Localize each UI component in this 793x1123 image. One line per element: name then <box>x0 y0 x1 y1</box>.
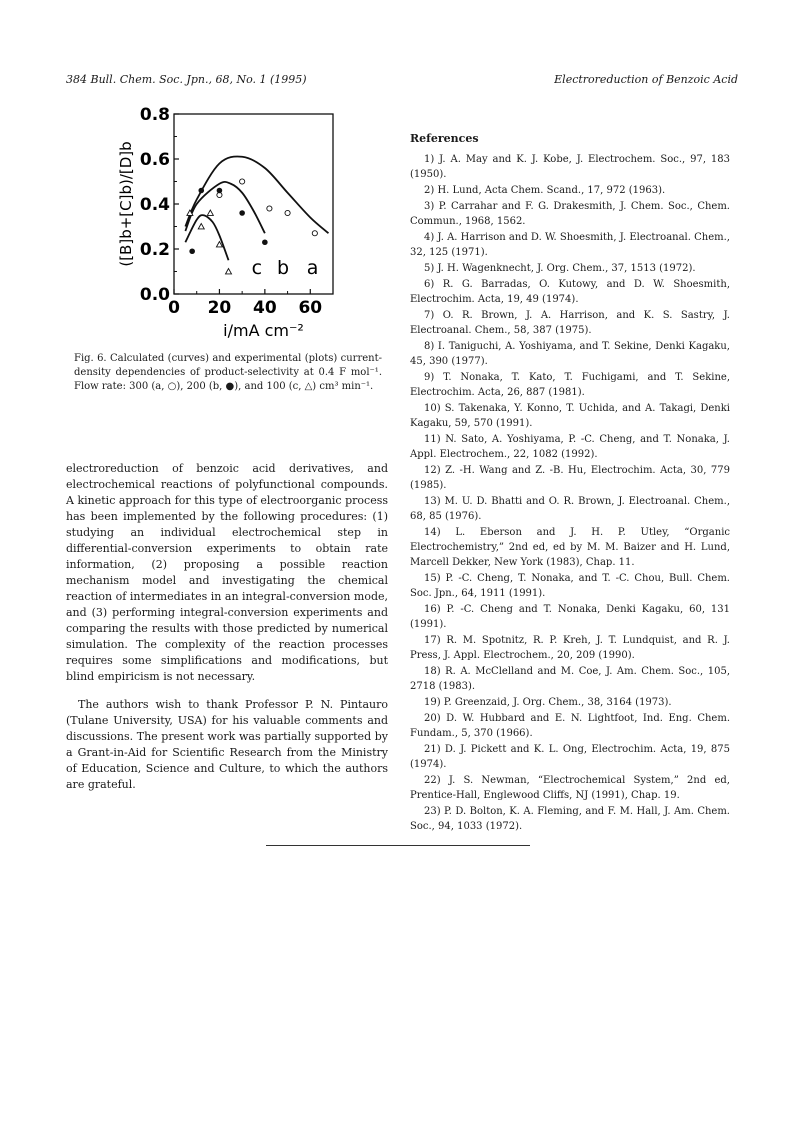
reference-item: 5) J. H. Wagenknecht, J. Org. Chem., 37, 1513 (1972). <box>424 263 696 274</box>
y-axis-label: ([B]b+[C]b)/[D]b <box>117 141 135 267</box>
x-axis-label: i/mA cm⁻² <box>223 321 304 340</box>
series-curve <box>185 156 328 233</box>
x-tick-label: 20 <box>207 298 232 318</box>
figure-6 <box>105 100 345 350</box>
y-tick-label: 0.6 <box>139 150 170 170</box>
references-title: References <box>410 132 479 145</box>
selectivity-chart <box>105 100 345 350</box>
body-text <box>66 461 388 793</box>
reference-item: 10) S. Takenaka, Y. Konno, T. Uchida, and A. Takagi, Denki Kagaku, 59, 570 (1991). <box>410 403 730 429</box>
reference-item: 1) J. A. May and K. J. Kobe, J. Electrochem. Soc., 97, 183 (1950). <box>410 154 730 180</box>
reference-item: 11) N. Sato, A. Yoshiyama, P. -C. Cheng, and T. Nonaka, J. Appl. Electrochem., 22, 1082 (1992). <box>410 434 730 460</box>
x-tick-label: 40 <box>253 298 277 318</box>
reference-item: 12) Z. -H. Wang and Z. -B. Hu, Electrochim. Acta, 30, 779 (1985). <box>410 465 730 491</box>
caption-text: Calculated (curves) and experimental (plots) current-density dependencies of product-selectivity at 0.4 F mol⁻¹. Flow rate: 300 (a, ○), 200 (b, ●), and 100 (c, △) cm³ min⁻¹. <box>74 353 382 392</box>
data-point <box>312 231 317 236</box>
end-rule <box>266 845 530 846</box>
header-title: Electroreduction of Benzoic Acid <box>554 73 738 86</box>
x-tick-label: 0 <box>168 298 180 318</box>
data-point <box>226 269 232 274</box>
reference-item: 16) P. -C. Cheng and T. Nonaka, Denki Kagaku, 60, 131 (1991). <box>410 604 730 630</box>
reference-item: 6) R. G. Barradas, O. Kutowy, and D. W. Shoesmith, Electrochim. Acta, 19, 49 (1974). <box>410 279 730 305</box>
reference-item: 14) L. Eberson and J. H. P. Utley, “Organic Electrochemistry,” 2nd ed, ed by M. M. Baizer and H. Lund, Marcell Dekker, New York (1983), Chap. 11. <box>410 527 730 568</box>
y-tick-label: 0.2 <box>139 240 170 260</box>
series-curve <box>185 182 265 233</box>
caption-label: Fig. 6. <box>74 353 107 364</box>
reference-item: 7) O. R. Brown, J. A. Harrison, and K. S. Sastry, J. Electroanal. Chem., 58, 387 (1975). <box>410 310 730 336</box>
reference-item: 8) I. Taniguchi, A. Yoshiyama, and T. Sekine, Denki Kagaku, 45, 390 (1977). <box>410 341 730 367</box>
reference-item: 20) D. W. Hubbard and E. N. Lightfoot, Ind. Eng. Chem. Fundam., 5, 370 (1966). <box>410 713 730 739</box>
reference-item: 2) H. Lund, Acta Chem. Scand., 17, 972 (1963). <box>424 185 666 196</box>
body-paragraph: electroreduction of benzoic acid derivatives, and electrochemical reactions of polyfunctional compounds. A kinetic approach for this type of electroorganic process has been implemented by the following procedures: (1) studying an individual electrochemical step in differential-conversion experiments to obtain rate information, (2) proposing a possible reaction mechanism model and investigating the chemical reaction of intermediates in an integral-conversion mode, and (3) performing integral-conversion experiments and comparing the results with those predicted by numerical simulation. The complexity of the reaction processes requires some simplifications and modifications, but blind empiricism is not necessary. <box>66 462 388 683</box>
y-tick-label: 0.4 <box>139 195 170 215</box>
y-tick-label: 0.0 <box>139 285 170 305</box>
data-point <box>267 206 272 211</box>
data-point <box>262 239 268 245</box>
references-section <box>410 131 730 835</box>
acknowledgement: The authors wish to thank Professor P. N. Pintauro (Tulane University, USA) for his valuable comments and discussions. The present work was partially supported by a Grant-in-Aid for Scientific Research from the Ministry of Education, Science and Culture, to which the authors are grateful. <box>66 698 388 791</box>
data-point <box>239 210 245 216</box>
data-point <box>217 188 223 194</box>
reference-item: 17) R. M. Spotnitz, R. P. Kreh, J. T. Lundquist, and R. J. Press, J. Appl. Electrochem., 20, 209 (1990). <box>410 635 730 661</box>
reference-item: 4) J. A. Harrison and D. W. Shoesmith, J. Electroanal. Chem., 32, 125 (1971). <box>410 232 730 258</box>
reference-item: 13) M. U. D. Bhatti and O. R. Brown, J. Electroanal. Chem., 68, 85 (1976). <box>410 496 730 522</box>
header-journal: 384 Bull. Chem. Soc. Jpn., 68, No. 1 (1995) <box>66 73 307 86</box>
x-tick-label: 60 <box>298 298 323 318</box>
data-point <box>285 210 290 215</box>
curve-label: c <box>251 256 263 279</box>
reference-item: 15) P. -C. Cheng, T. Nonaka, and T. -C. Chou, Bull. Chem. Soc. Jpn., 64, 1911 (1991). <box>410 573 730 599</box>
reference-item: 19) P. Greenzaid, J. Org. Chem., 38, 3164 (1973). <box>424 697 672 708</box>
reference-item: 23) P. D. Bolton, K. A. Fleming, and F. M. Hall, J. Am. Chem. Soc., 94, 1033 (1972). <box>410 806 730 832</box>
data-point <box>198 224 204 229</box>
curve-label: b <box>276 256 290 279</box>
data-point <box>207 210 213 215</box>
references-list <box>410 152 730 834</box>
reference-item: 18) R. A. McClelland and M. Coe, J. Am. Chem. Soc., 105, 2718 (1983). <box>410 666 730 692</box>
reference-item: 21) D. J. Pickett and K. L. Ong, Electrochim. Acta, 19, 875 (1974). <box>410 744 730 770</box>
reference-item: 9) T. Nonaka, T. Kato, T. Fuchigami, and T. Sekine, Electrochim. Acta, 26, 887 (1981). <box>410 372 730 398</box>
figure-caption <box>74 352 382 394</box>
reference-item: 22) J. S. Newman, “Electrochemical System,” 2nd ed, Prentice-Hall, Englewood Cliffs, NJ (1991), Chap. 19. <box>410 775 730 801</box>
data-point <box>198 188 204 194</box>
data-point <box>240 179 245 184</box>
curve-label: a <box>306 256 319 279</box>
y-tick-label: 0.8 <box>139 105 170 125</box>
data-point <box>189 248 195 254</box>
reference-item: 3) P. Carrahar and F. G. Drakesmith, J. Chem. Soc., Chem. Commun., 1968, 1562. <box>410 201 730 227</box>
